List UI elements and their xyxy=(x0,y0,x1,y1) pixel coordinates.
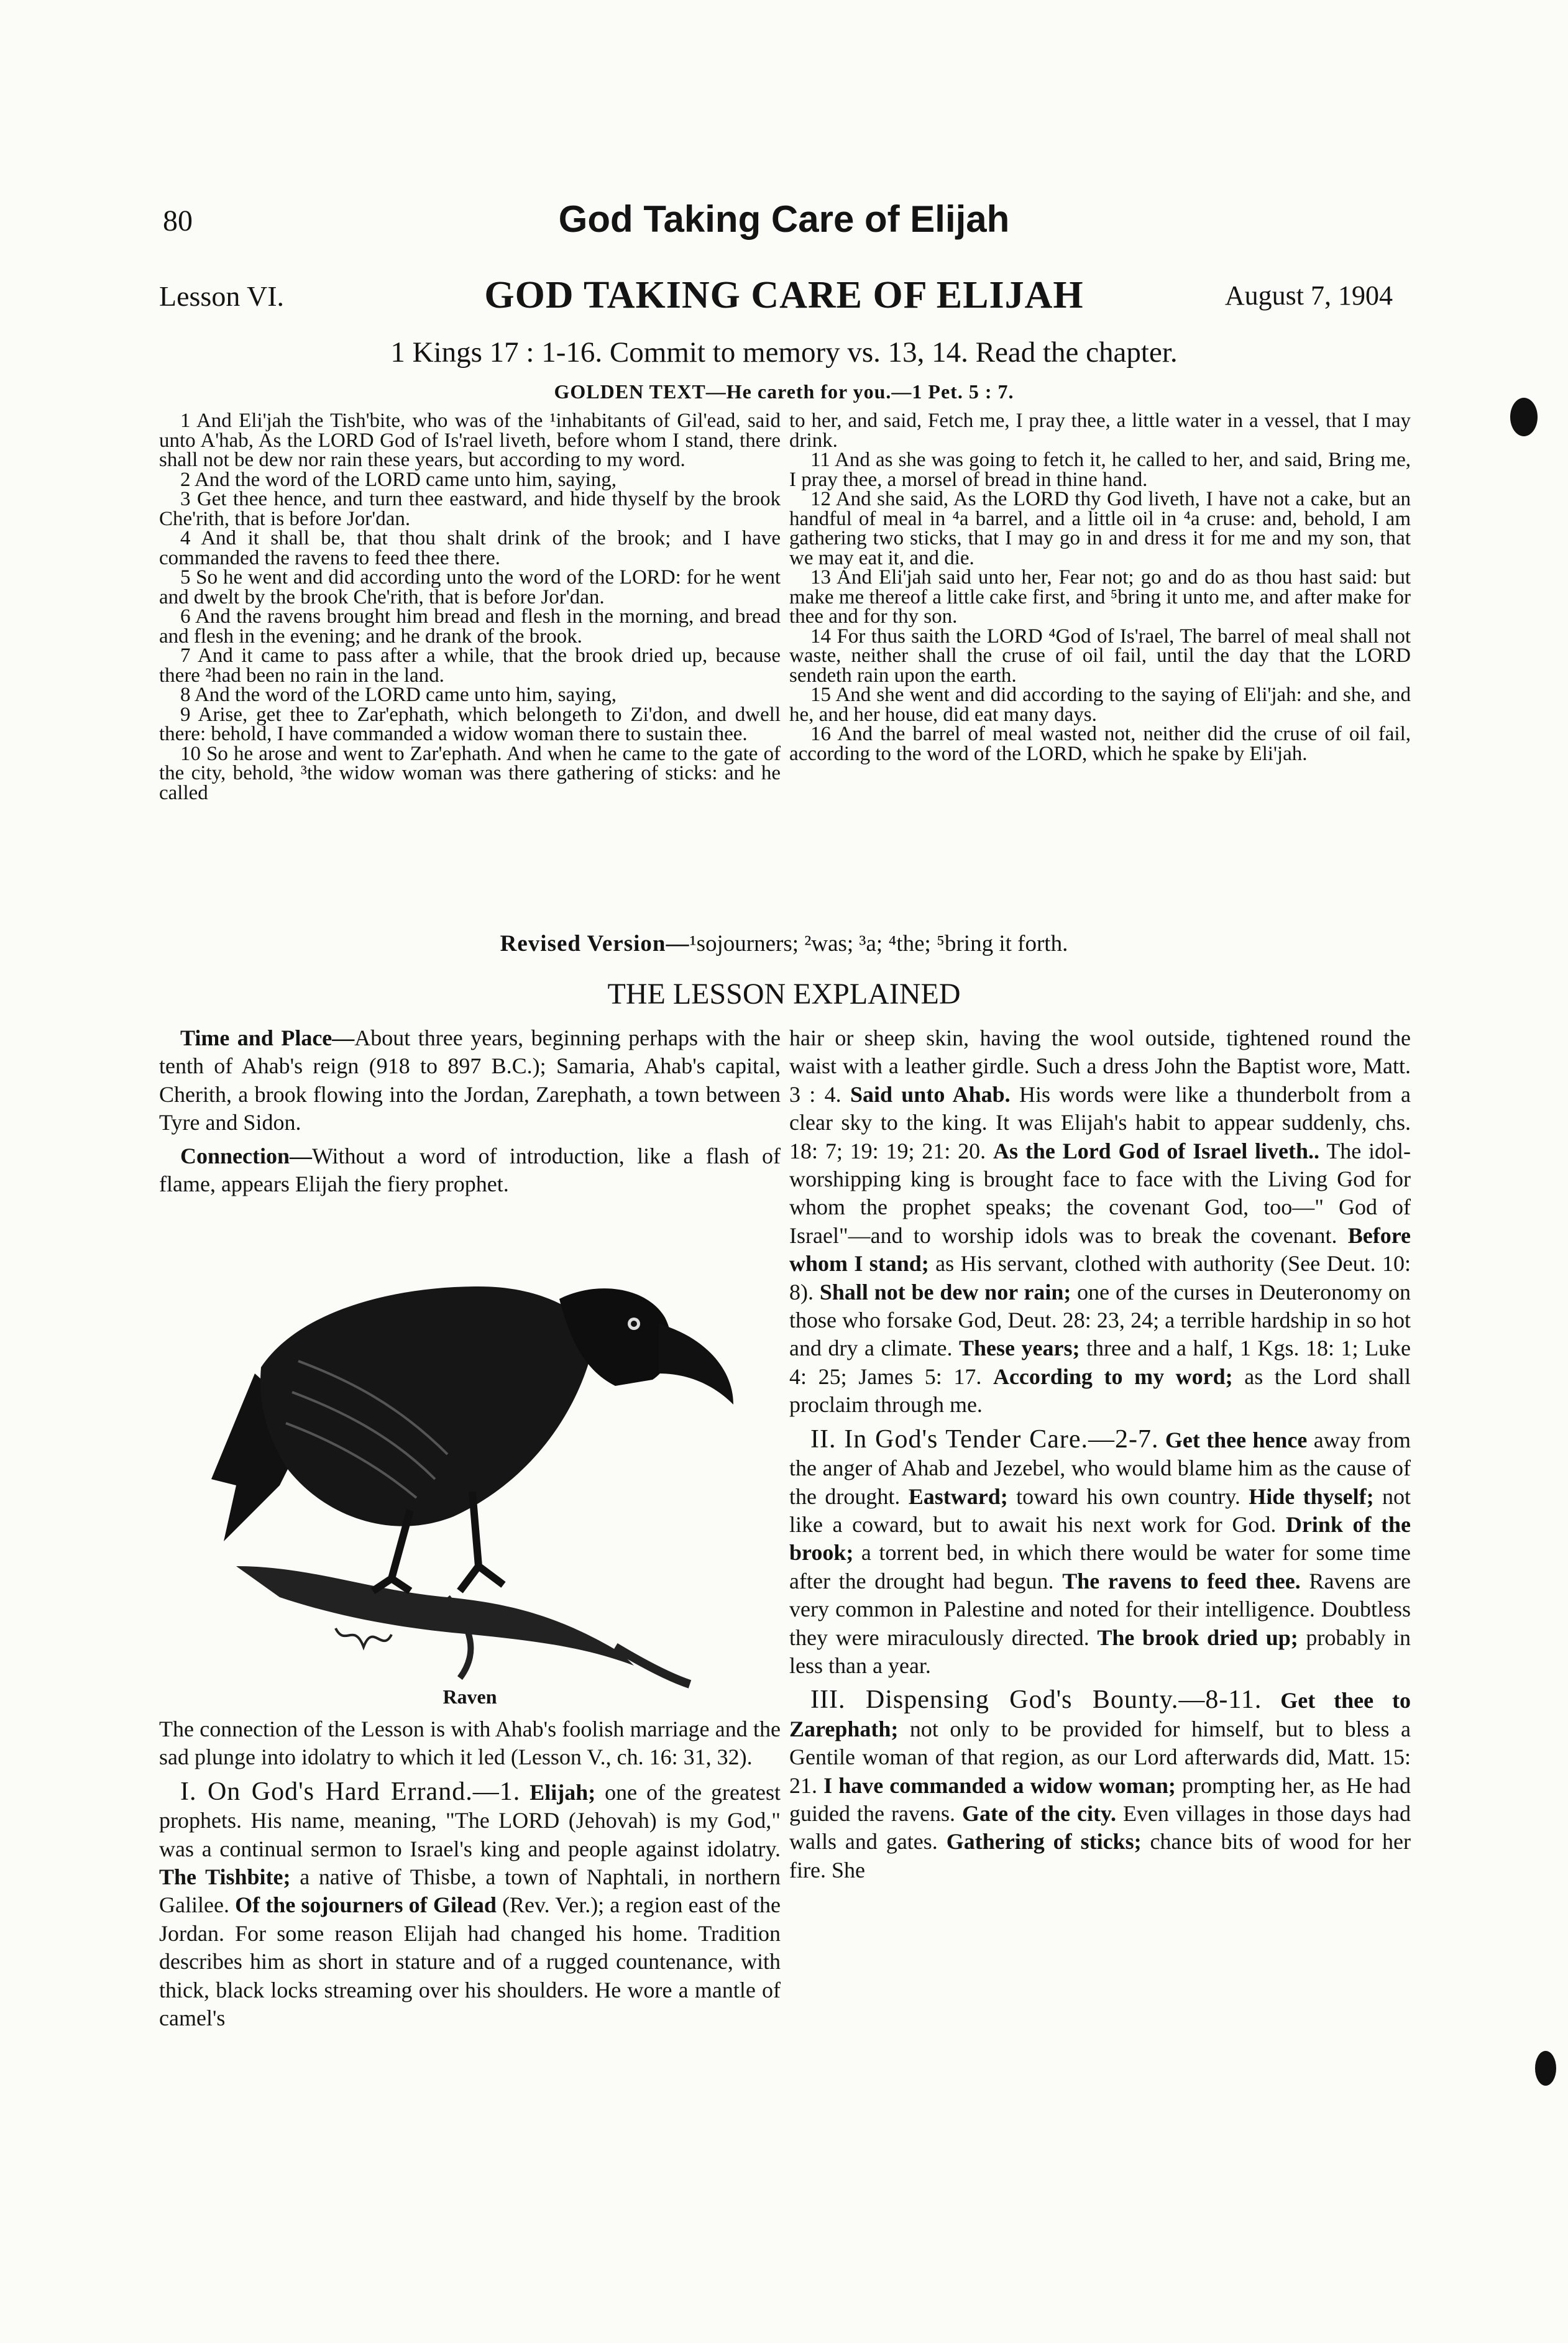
body-text: one of the greatest prophets. His name, meaning, "The LORD (Jehovah) is my God," was a continual sermon to Israel's king and people against idolatry. xyxy=(159,1779,781,1861)
lesson-title: GOD TAKING CARE OF ELIJAH xyxy=(484,274,1084,316)
verse: 5 So he went and did according unto the word of the LORD: for he went and dwelt by the brook Che'rith, that is before Jor'dan. xyxy=(159,566,781,608)
paragraph xyxy=(789,1024,1411,1419)
image-caption: Raven xyxy=(442,1685,497,1708)
body-text: Ravens are very common in Palestine and noted for their intelligence. Doubtless they were miraculously directed. xyxy=(789,1568,1411,1650)
body-text: toward his own country. xyxy=(1007,1483,1240,1509)
running-head: God Taking Care of Elijah xyxy=(558,198,1010,240)
keyword: Said unto Ahab. xyxy=(850,1081,1011,1107)
verse: 16 And the barrel of meal wasted not, neither did the cruse of oil fail, according to the word of the LORD, which he spake by Eli'jah. xyxy=(789,723,1411,765)
keyword: The brook dried up; xyxy=(1097,1625,1298,1650)
paragraph xyxy=(159,1024,781,1137)
body-text: not only to be provided for himself, but to bless a Gentile woman of that region, as our Lord afterwards did, Matt. 15: 21. xyxy=(789,1716,1411,1798)
paragraph: The connection of the Lesson is with Ahab's foolish marriage and the sad plunge into idolatry to which it led (Lesson V., ch. 16: 31, 32). xyxy=(159,1717,781,1770)
scripture-verses-right xyxy=(789,411,1411,764)
body-text: one of the curses in Deuteronomy on those who forsake God, Deut. 28: 23, 24; a terrible hardship in so hot and dry a climate. xyxy=(789,1279,1411,1361)
keyword: Gathering of sticks; xyxy=(946,1829,1142,1855)
keyword: Shall not be dew nor rain; xyxy=(819,1279,1071,1304)
keyword: Of the sojourners of Gilead xyxy=(235,1892,497,1918)
keyword: Gate of the city. xyxy=(962,1800,1116,1826)
keyword: Get thee hence xyxy=(1165,1427,1308,1452)
commentary-left-lower xyxy=(159,1715,781,2032)
verse: to her, and said, Fetch me, I pray thee, a little water in a vessel, that I may drink. xyxy=(789,410,1411,452)
scripture-reference: 1 Kings 17 : 1-16. Commit to memory vs. 13, 14. Read the chapter. xyxy=(390,336,1178,369)
paragraph xyxy=(789,1426,1411,1680)
verse: 13 And Eli'jah said unto her, Fear not; go and do as thou hast said: but make me thereof a little cake first, and ⁵bring it unto me, and after make for thee and for thy son. xyxy=(789,566,1411,628)
keyword: I have commanded a widow woman; xyxy=(823,1772,1176,1798)
verse: 7 And it came to pass after a while, that the brook dried up, because there ²had been no rain in the land. xyxy=(159,644,781,687)
keyword: Before whom I stand; xyxy=(789,1222,1411,1277)
paragraph xyxy=(789,1686,1411,1884)
keyword: Hide thyself; xyxy=(1249,1483,1374,1509)
keyword: The ravens to feed thee. xyxy=(1062,1568,1301,1593)
verse: 11 And as she was going to fetch it, he called to her, and said, Bring me, I pray thee, a morsel of bread in thine hand. xyxy=(789,449,1411,491)
body-text: (Rev. Ver.); a region east of the Jordan. For some reason Elijah had changed his home. Tradition describes him as short in stature and of a rugged countenance, with thick, black locks streaming over his shoulders. He wore a mantle of camel's xyxy=(159,1892,781,2031)
time-place-label: Time and Place— xyxy=(180,1025,355,1050)
verse: 9 Arise, get thee to Zar'ephath, which belongeth to Zi'don, and dwell there: behold, I have commanded a widow woman there to sustain thee. xyxy=(159,703,781,745)
paragraph xyxy=(159,1778,781,2033)
verse: 12 And she said, As the LORD thy God liveth, I have not a cake, but an handful of meal in ⁴a barrel, and a little oil in ⁴a cruse: and, behold, I am gathering two sticks, that I may go in and dress it for me and my son, that we may eat it, and die. xyxy=(789,488,1411,569)
keyword: According to my word; xyxy=(993,1364,1233,1389)
body-text: Even villages in those days had walls and gates. xyxy=(789,1800,1411,1855)
keyword: The Tishbite; xyxy=(159,1864,291,1890)
keyword: Drink of the brook; xyxy=(789,1511,1411,1566)
body-text: prompting her, as He had guided the ravens. xyxy=(789,1772,1411,1826)
verse: 4 And it shall be, that thou shalt drink of the brook; and I have commanded the ravens to feed thee there. xyxy=(159,527,781,569)
body-text: probably in less than a year. xyxy=(789,1625,1411,1678)
binding-hole-mark xyxy=(1510,398,1538,436)
verse: 14 For thus saith the LORD ⁴God of Is'rael, The barrel of meal shall not waste, neither shall the cruse of oil fail, until the day that the LORD sendeth rain upon the earth. xyxy=(789,625,1411,687)
verse: 1 And Eli'jah the Tish'bite, who was of the ¹inhabitants of Gil'ead, said unto A'hab, As the LORD God of Is'rael liveth, before whom I stand, there shall not be dew nor rain these years, but according to my word. xyxy=(159,410,781,471)
time-place-text: About three years, beginning perhaps with the tenth of Ahab's reign (918 to 897 B.C.); Samaria, Ahab's capital, Cherith, a brook flowing into the Jordan, Zarephath, a town between Tyre and Sidon. xyxy=(159,1025,781,1135)
keyword: Elijah; xyxy=(530,1779,596,1805)
body-text: chance bits of wood for her fire. She xyxy=(789,1829,1411,1882)
verse: 8 And the word of the LORD came unto him, saying, xyxy=(180,684,617,706)
raven-illustration xyxy=(186,1218,758,1690)
section-heading: I. On God's Hard Errand.—1. xyxy=(180,1777,521,1806)
verse: 6 And the ravens brought him bread and flesh in the morning, and bread and flesh in the evening; and he drank of the brook. xyxy=(159,605,781,648)
body-text: The idol-worshipping king is brought face to face with the Living God for whom the prophet speaks; the covenant God, too—" God of Israel"—and to worship idols was to break the covenant. xyxy=(789,1138,1411,1248)
body-text: His words were like a thunderbolt from a clear sky to the king. It was Elijah's habit to appear suddenly, chs. 18: 7; 19: 19; 21: 20. xyxy=(789,1081,1411,1163)
golden-text: GOLDEN TEXT—He careth for you.—1 Pet. 5 : 7. xyxy=(554,380,1014,403)
lesson-date: August 7, 1904 xyxy=(1224,280,1393,311)
body-text: a torrent bed, in which there would be water for some time after the drought had begun. xyxy=(789,1540,1411,1593)
connection-text: Without a word of introduction, like a flash of flame, appears Elijah the fiery prophet. xyxy=(159,1143,781,1197)
connection-label: Connection— xyxy=(180,1143,313,1168)
binding-hole-mark xyxy=(1535,2051,1556,2086)
page-number: 80 xyxy=(163,204,193,237)
commentary-right xyxy=(789,1024,1411,1884)
verse: 10 So he arose and went to Zar'ephath. And when he came to the gate of the city, behold, ³the widow woman was there gathering of sticks: and he called xyxy=(159,742,781,804)
revised-version-text: ¹sojourners; ²was; ³a; ⁴the; ⁵bring it forth. xyxy=(689,931,1068,956)
verse: 15 And she went and did according to the saying of Eli'jah: and she, and he, and her house, did eat many days. xyxy=(789,684,1411,726)
body-text: hair or sheep skin, having the wool outside, tightened round the waist with a leather girdle. Such a dress John the Baptist wore, Matt. 3 : 4. xyxy=(789,1025,1411,1107)
keyword: Eastward; xyxy=(908,1483,1008,1509)
section-heading: III. Dispensing God's Bounty.—8-11. xyxy=(810,1685,1262,1715)
commentary-left-upper xyxy=(159,1024,781,1198)
revised-version-note xyxy=(0,930,1568,957)
body-text: three and a half, 1 Kgs. 18: 1; Luke 4: 25; James 5: 17. xyxy=(789,1336,1411,1389)
body-text: not like a coward, but to await his next work for God. xyxy=(789,1483,1411,1537)
body-text: away from the anger of Ahab and Jezebel, who would blame him as the cause of the drought. xyxy=(789,1427,1411,1509)
verse: 2 And the word of the LORD came unto him, saying, xyxy=(180,468,617,491)
body-text: a native of Thisbe, a town of Naphtali, in northern Galilee. xyxy=(159,1864,781,1918)
keyword: Get thee to Zarephath; xyxy=(789,1688,1411,1741)
section-heading: II. In God's Tender Care.—2-7. xyxy=(810,1424,1159,1454)
keyword: These years; xyxy=(958,1336,1080,1361)
verse: 3 Get thee hence, and turn thee eastward, and hide thyself by the brook Che'rith, that is before Jor'dan. xyxy=(159,488,781,530)
revised-version-label: Revised Version— xyxy=(500,931,690,956)
paragraph xyxy=(159,1142,781,1199)
body-text: as His servant, clothed with authority (See Deut. 10: 8). xyxy=(789,1251,1411,1304)
lesson-number: Lesson VI. xyxy=(159,280,285,312)
keyword: As the Lord God of Israel liveth.. xyxy=(993,1138,1320,1163)
lesson-explained-heading: THE LESSON EXPLAINED xyxy=(607,978,961,1011)
body-text: as the Lord shall proclaim through me. xyxy=(789,1364,1411,1418)
scripture-verses-left xyxy=(159,411,781,803)
